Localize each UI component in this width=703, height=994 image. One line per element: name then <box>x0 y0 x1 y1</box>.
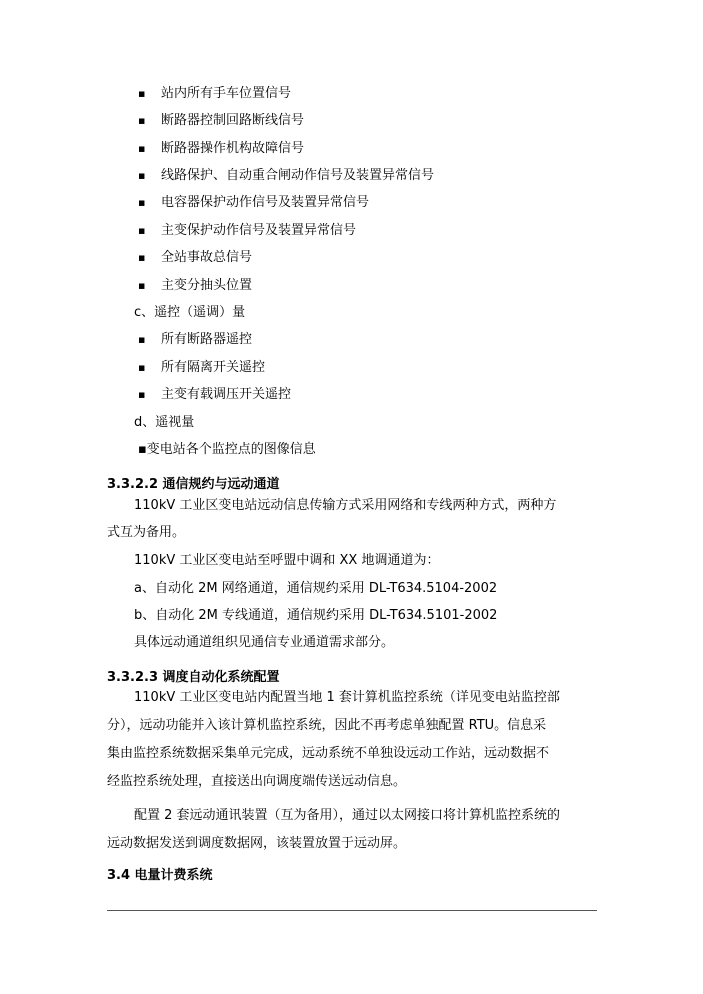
paragraph-line: 远动数据发送到调度数据网，该装置放置于远动屏。 <box>107 836 407 851</box>
bullet-marker: ▪ <box>138 87 146 100</box>
paragraph-line: 配置 2 套远动通讯装置（互为备用），通过以太网接口将计算机监控系统的 <box>134 808 561 823</box>
bullet-marker: ▪ <box>138 279 146 292</box>
paragraph-line: 式互为备用。 <box>107 525 186 540</box>
list-item: 所有隔离开关遥控 <box>161 360 266 375</box>
list-item: ▪变电站各个监控点的图像信息 <box>138 442 316 457</box>
bullet-marker: ▪ <box>138 224 146 237</box>
section-d-heading: d、遥视量 <box>134 415 195 430</box>
list-item: a、自动化 2M 网络通道，通信规约采用 DL-T634.5104-2002 <box>134 581 498 596</box>
paragraph-line: 集由监控系统数据采集单元完成，远动系统不单独设远动工作站，远动数据不 <box>107 746 550 761</box>
list-item: 断路器控制回路断线信号 <box>161 113 305 128</box>
list-item: 主变保护动作信号及装置异常信号 <box>161 223 357 238</box>
list-item: 主变有载调压开关遥控 <box>161 387 292 402</box>
bullet-marker: ▪ <box>138 196 146 209</box>
footer-divider <box>107 910 597 911</box>
bullet-marker: ▪ <box>138 388 146 401</box>
paragraph-line: 110kV 工业区变电站远动信息传输方式采用网络和专线两种方式，两种方 <box>134 498 557 513</box>
bullet-marker: ▪ <box>138 169 146 182</box>
section-heading: 3.4 电量计费系统 <box>107 868 213 883</box>
bullet-marker: ▪ <box>138 142 146 155</box>
bullet-marker: ▪ <box>138 114 146 127</box>
paragraph-line: 经监控系统处理，直接送出向调度端传送远动信息。 <box>107 774 407 789</box>
list-item: 断路器操作机构故障信号 <box>161 141 305 156</box>
paragraph-line: 110kV 工业区变电站至呼盟中调和 XX 地调通道为： <box>134 553 440 568</box>
paragraph-line: 110kV 工业区变电站内配置当地 1 套计算机监控系统（详见变电站监控部 <box>134 690 560 705</box>
bullet-marker: ▪ <box>138 361 146 374</box>
list-item: 线路保护、自动重合闸动作信号及装置异常信号 <box>161 168 435 183</box>
list-item: 主变分抽头位置 <box>161 278 253 293</box>
list-item: b、自动化 2M 专线通道，通信规约采用 DL-T634.5101-2002 <box>134 608 498 623</box>
bullet-marker: ▪ <box>138 251 146 264</box>
paragraph-line: 具体远动通道组织见通信专业通道需求部分。 <box>134 635 395 650</box>
bullet-marker: ▪ <box>138 333 146 346</box>
paragraph-line: 分），远动功能并入该计算机监控系统，因此不再考虑单独配置 RTU。信息采 <box>107 718 547 733</box>
section-heading: 3.3.2.3 调度自动化系统配置 <box>107 670 280 685</box>
section-heading: 3.3.2.2 通信规约与远动通道 <box>107 477 280 492</box>
list-item: 全站事故总信号 <box>161 250 253 265</box>
list-item: 站内所有手车位置信号 <box>161 86 292 101</box>
list-item: 所有断路器遥控 <box>161 332 253 347</box>
list-item: 电容器保护动作信号及装置异常信号 <box>161 195 370 210</box>
section-c-heading: c、遥控（遥调）量 <box>134 305 246 320</box>
